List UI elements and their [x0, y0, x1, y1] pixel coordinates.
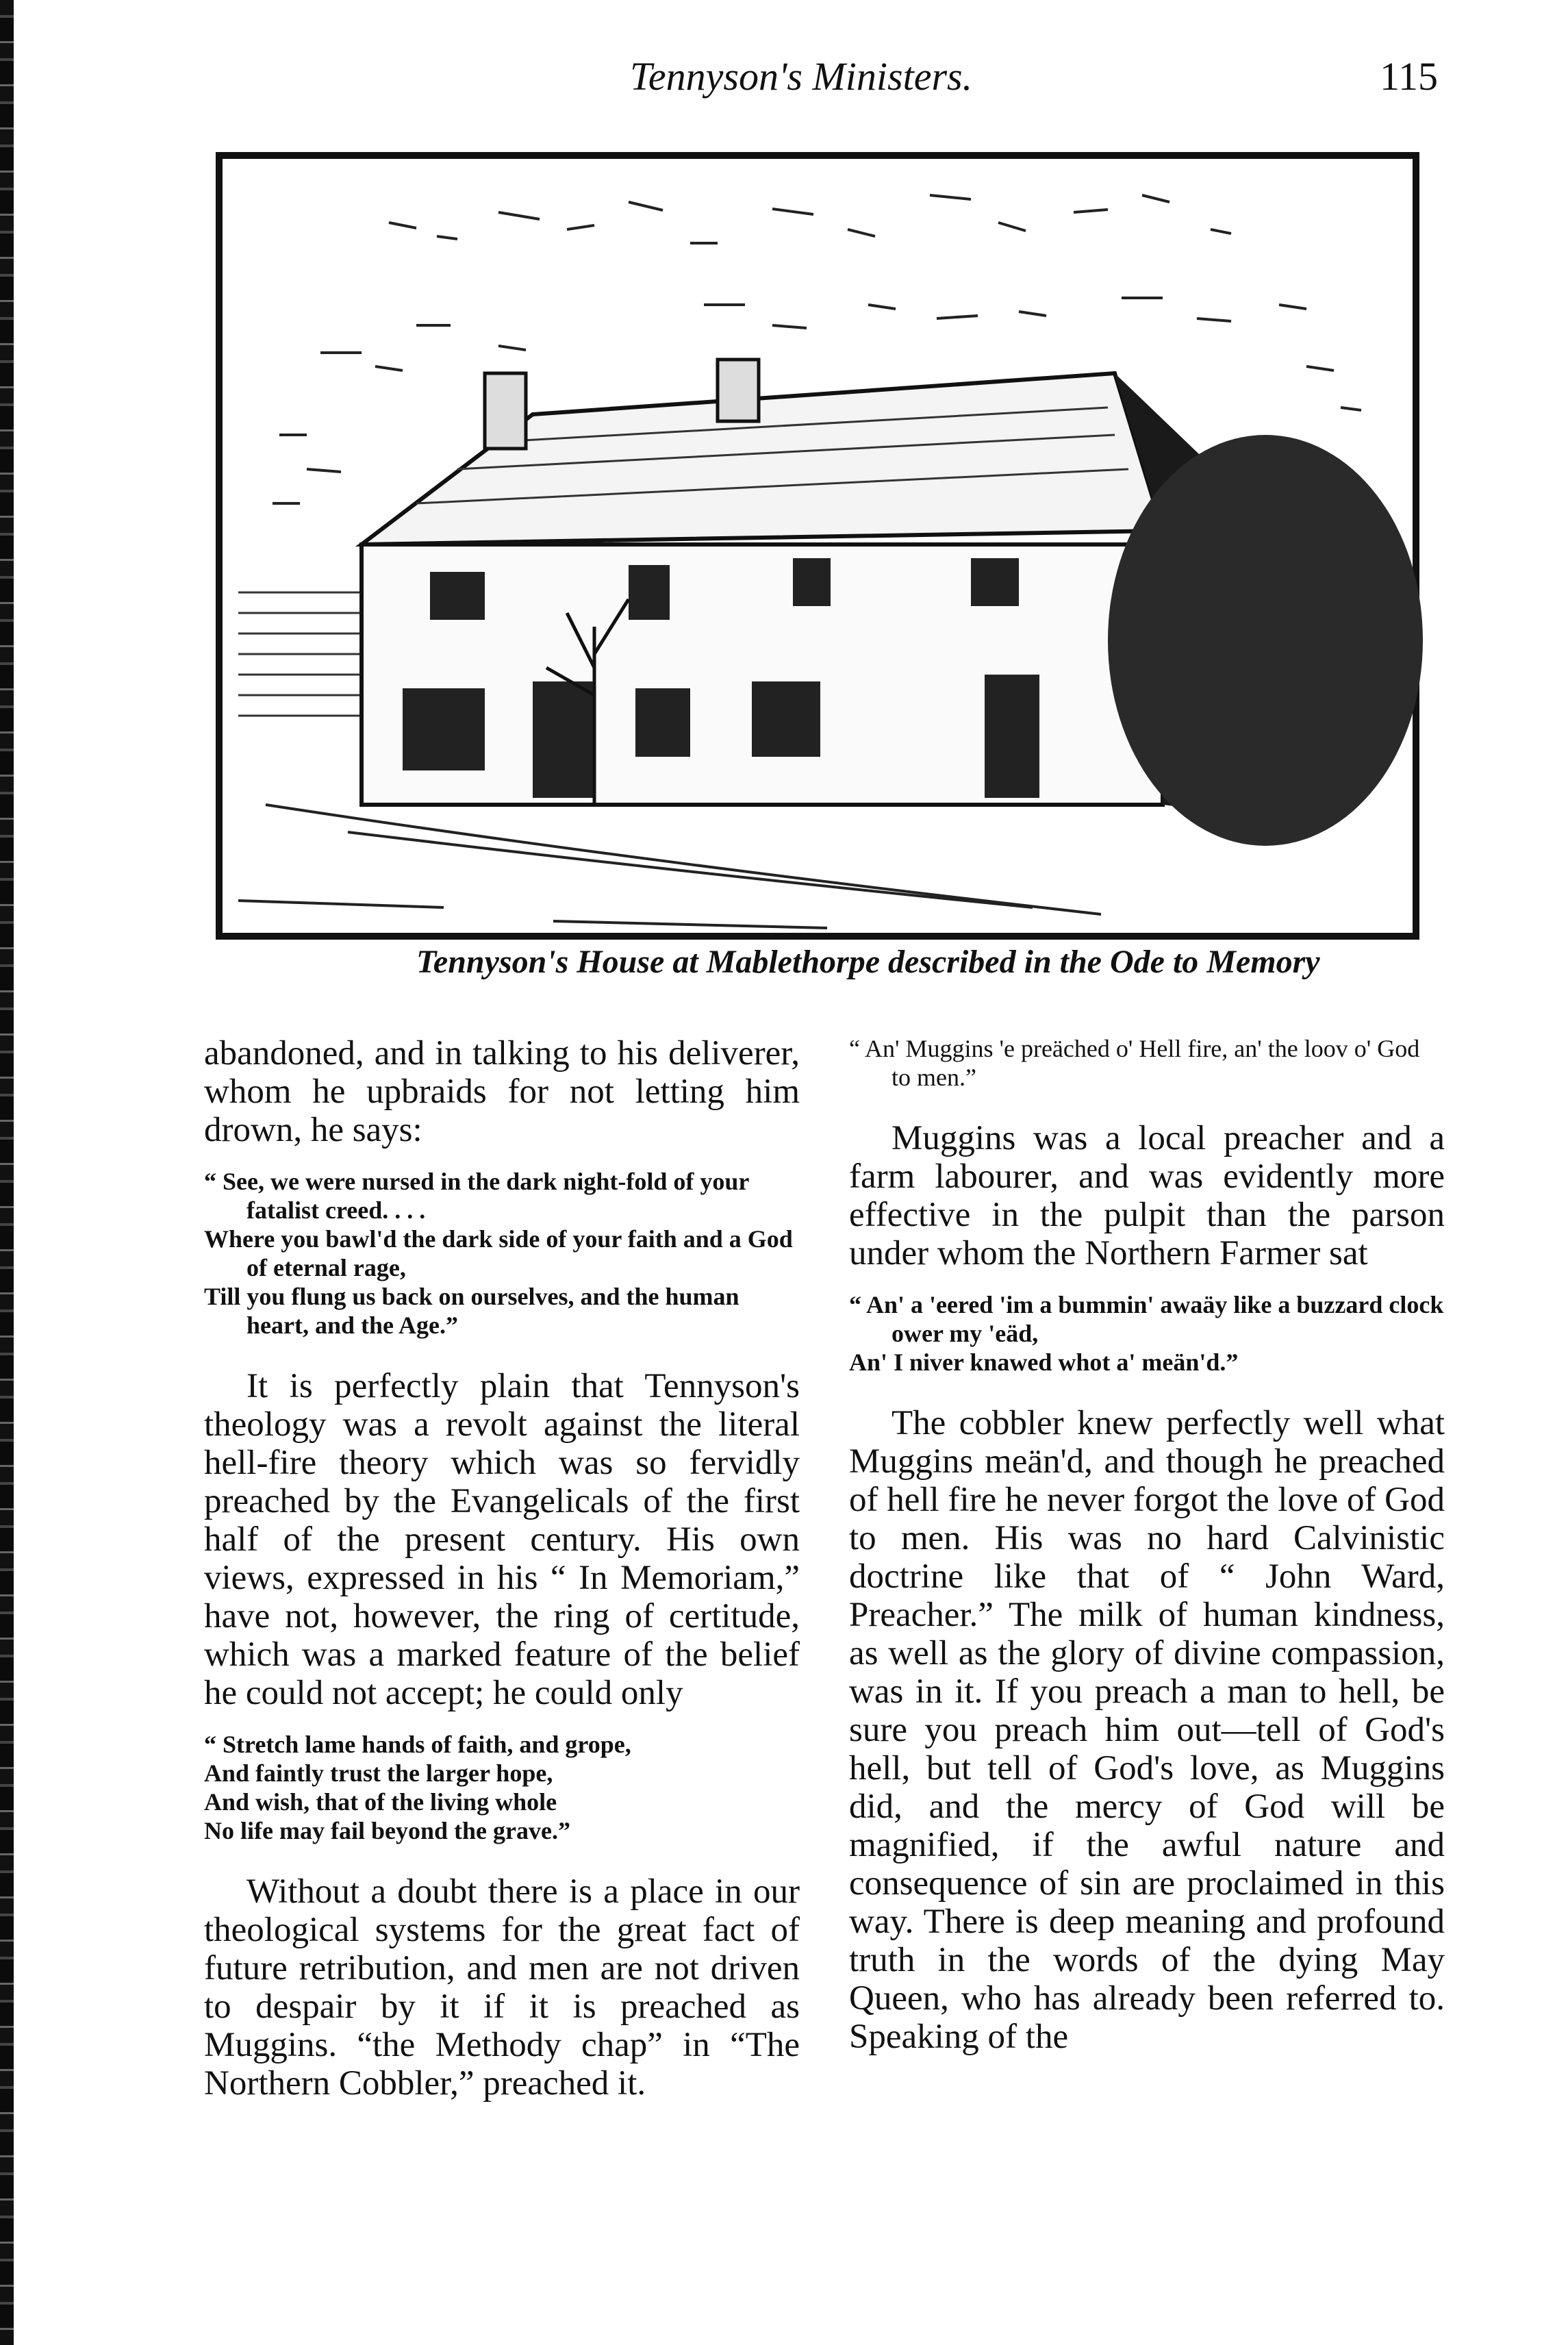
- house-roof: [362, 373, 1163, 544]
- house-engraving: [211, 147, 1424, 1008]
- bushes: [1108, 435, 1423, 846]
- quote-line: Where you bawl'd the dark side of your faith and a God of eternal rage,: [204, 1225, 793, 1281]
- left-quote-1: [204, 1167, 800, 1340]
- left-column: [204, 1034, 800, 2120]
- ground-path: [238, 805, 1101, 928]
- quote-line: “ Stretch lame hands of faith, and grope,: [204, 1731, 631, 1758]
- quote-line: And faintly trust the larger hope,: [204, 1759, 553, 1787]
- chimney-left: [485, 373, 526, 449]
- quote-line: “ See, we were nursed in the dark night-fold of your fatalist creed. . . .: [204, 1168, 749, 1224]
- left-quote-2: [204, 1730, 800, 1845]
- left-paragraph-1: abandoned, and in talking to his deliverer, whom he upbraids for not letting him drown, he says:: [204, 1034, 800, 1149]
- page-number: 115: [1380, 54, 1438, 99]
- book-spine-edge: [0, 0, 14, 2345]
- quote-line: “ An' Muggins 'e preäched o' Hell fire, an' the loov o' God to men.”: [849, 1035, 1420, 1091]
- running-title: Tennyson's Ministers.: [630, 54, 973, 99]
- left-paragraph-3: Without a doubt there is a place in our theological systems for the great fact of future retribution, and men are not driven to despair by it if it is preached as Muggins. “the Methody chap” in “The Northern Cobbler,” preached it.: [204, 1872, 800, 2103]
- right-column: [849, 1034, 1445, 2074]
- house-illustration: [211, 147, 1424, 1008]
- right-paragraph-1: Muggins was a local preacher and a farm labourer, and was evidently more effective in the pulpit than the parson under whom the Northern Farmer sat: [849, 1119, 1445, 1272]
- right-quote-2: [849, 1290, 1445, 1377]
- right-paragraph-2: The cobbler knew perfectly well what Muggins meän'd, and though he preached of hell fire he never forgot the love of God to men. His was no hard Calvinistic doctrine like that of “ John Ward, Preacher.” The milk of human kindness, as well as the glory of divine compassion, was in it. If you preach a man to hell, be sure you preach him out—tell of God's hell, but tell of God's love, as Muggins did, and the mercy of God will be magnified, if the awful nature and consequence of sin are proclaimed in this way. There is deep meaning and profound truth in the words of the dying May Queen, who has already been referred to. Speaking of the: [849, 1404, 1445, 2056]
- quote-line: “ An' a 'eered 'im a bummin' awaäy like a buzzard clock ower my 'eäd,: [849, 1291, 1444, 1347]
- left-paragraph-2: It is perfectly plain that Tennyson's theology was a revolt against the literal hell-fire theory which was so fervidly preached by the Evangelicals of the first half of the present century. His own views, expressed in his “ In Memoriam,” have not, however, the ring of certitude, which was a marked feature of the belief he could not accept; he could only: [204, 1367, 800, 1712]
- quote-line: An' I niver knawed whot a' meän'd.”: [849, 1349, 1239, 1376]
- illustration-caption: Tennyson's House at Mablethorpe described in the Ode to Memory: [416, 944, 1320, 980]
- quote-line: Till you flung us back on ourselves, and the human heart, and the Age.”: [204, 1283, 739, 1339]
- quote-line: And wish, that of the living whole: [204, 1788, 557, 1816]
- running-header: [205, 53, 1438, 108]
- quote-line: No life may fail beyond the grave.”: [204, 1817, 570, 1844]
- chimney-right: [718, 360, 759, 421]
- right-quote-1: [849, 1034, 1445, 1092]
